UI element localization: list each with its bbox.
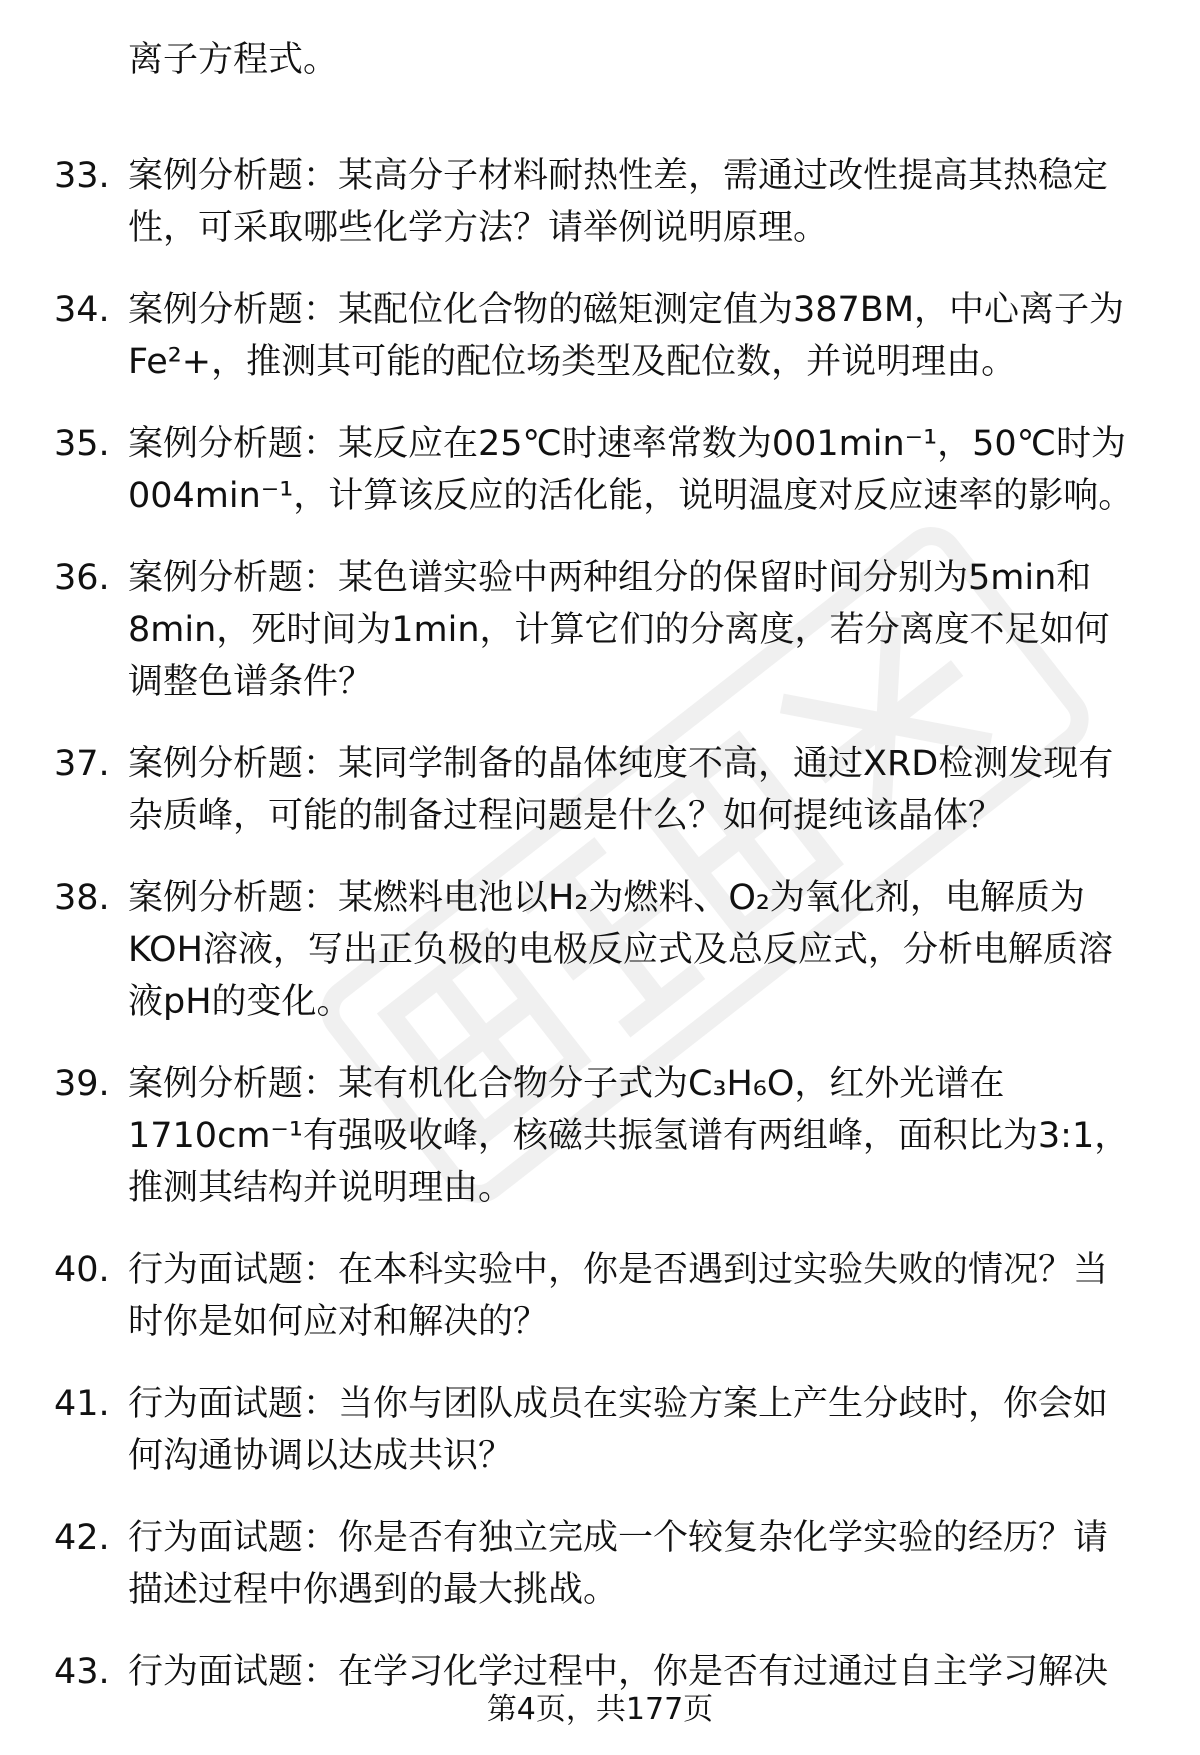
question-text: 案例分析题：某燃料电池以H₂为燃料、O₂为氧化剂，电解质为 KOH溶液，写出正负极的电极反应式及总反应式，分析电解质溶 液pH的变化。 [128, 878, 1113, 1022]
question-item-37 [0, 738, 1200, 842]
question-text: 案例分析题：某反应在25℃时速率常数为001min⁻¹，50℃时为 004min⁻¹，计算该反应的活化能，说明温度对反应速率的影响。 [128, 424, 1134, 516]
question-text: 行为面试题：在本科实验中，你是否遇到过实验失败的情况？当 时你是如何应对和解决的？ [128, 1250, 1109, 1342]
question-number: 34. [54, 290, 110, 330]
question-text: 案例分析题：某高分子材料耐热性差，需通过改性提高其热稳定 性，可采取哪些化学方法？请举例说明原理。 [128, 156, 1109, 248]
question-item-41 [0, 1378, 1200, 1482]
question-text: 行为面试题：在学习化学过程中，你是否有过通过自主学习解决 [128, 1652, 1109, 1692]
question-number: 37. [54, 744, 110, 784]
question-text: 案例分析题：某色谱实验中两种组分的保留时间分别为5min和 8min，死时间为1min，计算它们的分离度，若分离度不足如何 调整色谱条件？ [128, 558, 1110, 702]
question-item-34 [0, 284, 1200, 388]
question-item-39 [0, 1058, 1200, 1214]
page-number-footer: 第4页，共177页 [486, 1692, 714, 1727]
question-item-42 [0, 1512, 1200, 1616]
question-text: 案例分析题：某配位化合物的磁矩测定值为387BM，中心离子为 Fe²+，推测其可能的配位场类型及配位数，并说明理由。 [128, 290, 1125, 382]
question-list [0, 150, 1200, 1728]
previous-question-continuation: 离子方程式。 [128, 40, 339, 80]
question-number: 39. [54, 1064, 110, 1104]
question-number: 33. [54, 156, 110, 196]
question-number: 38. [54, 878, 110, 918]
question-text: 行为面试题：你是否有独立完成一个较复杂化学实验的经历？请 描述过程中你遇到的最大挑战。 [128, 1518, 1109, 1610]
question-number: 42. [54, 1518, 110, 1558]
question-number: 40. [54, 1250, 110, 1290]
question-item-38 [0, 872, 1200, 1028]
question-text: 案例分析题：某有机化合物分子式为C₃H₆O，红外光谱在 1710cm⁻¹有强吸收峰，核磁共振氢谱有两组峰，面积比为3:1， 推测其结构并说明理由。 [128, 1064, 1130, 1208]
question-item-36 [0, 552, 1200, 708]
question-number: 43. [54, 1652, 110, 1692]
question-item-35 [0, 418, 1200, 522]
question-number: 36. [54, 558, 110, 598]
question-item-33 [0, 150, 1200, 254]
question-number: 35. [54, 424, 110, 464]
question-text: 案例分析题：某同学制备的晶体纯度不高，通过XRD检测发现有 杂质峰，可能的制备过程问题是什么？如何提纯该晶体？ [128, 744, 1114, 836]
question-item-40 [0, 1244, 1200, 1348]
question-number: 41. [54, 1384, 110, 1424]
question-text: 行为面试题：当你与团队成员在实验方案上产生分歧时，你会如 何沟通协调以达成共识？ [128, 1384, 1109, 1476]
